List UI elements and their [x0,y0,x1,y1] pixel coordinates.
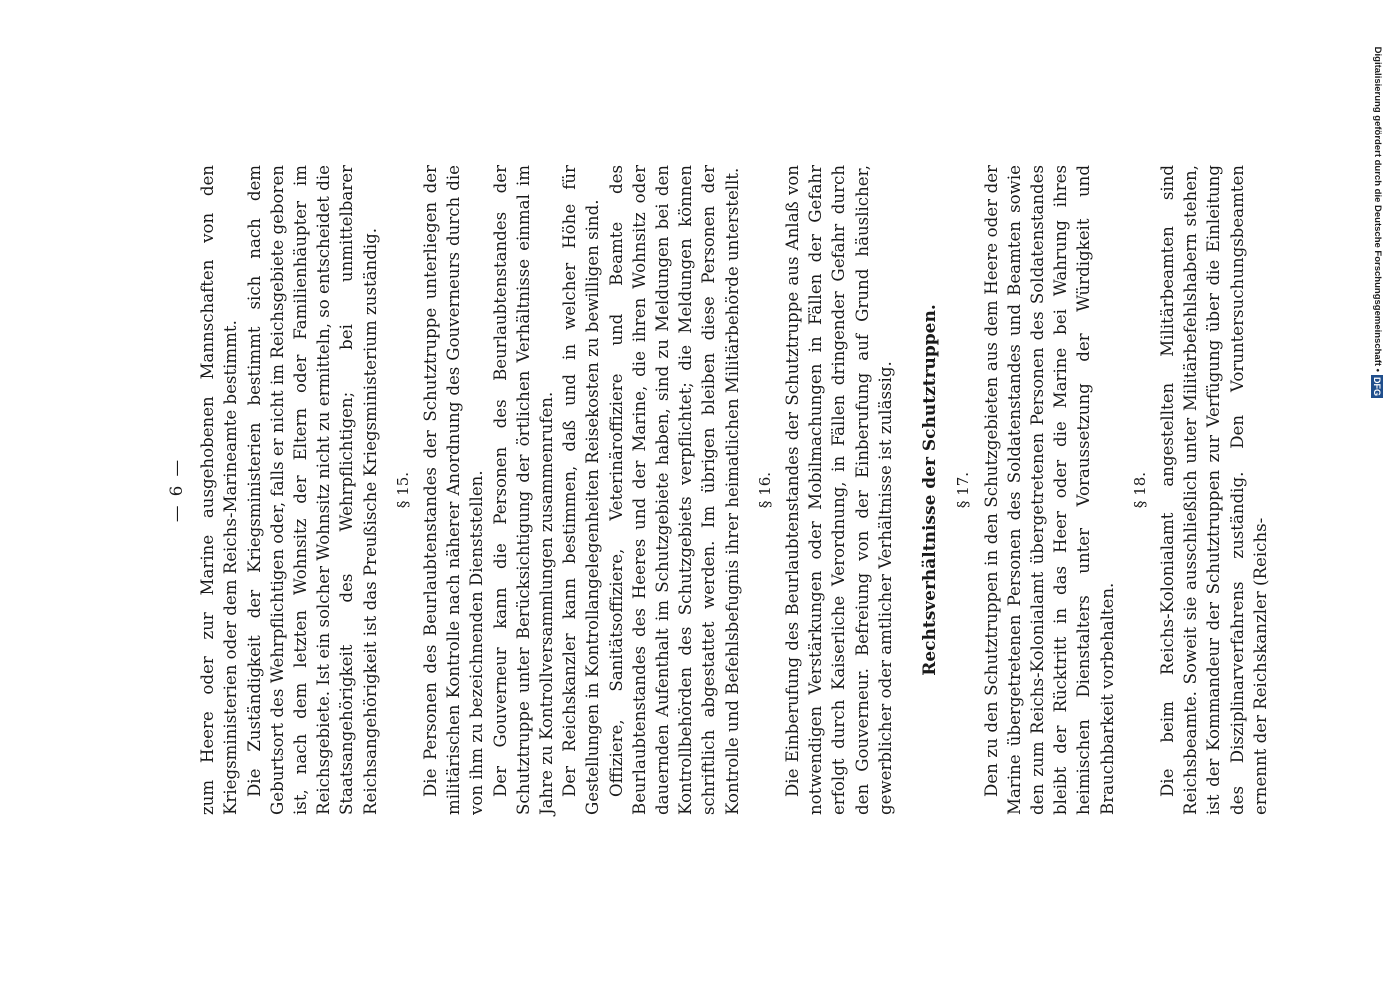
section-15-heading: § 15. [393,471,412,509]
paragraph-15d: Offiziere, Sanitätsoffiziere, Veterinäroffiziere und Beamte des Beurlaubtenstandes des Heeres und der Marine, die ihren Wohnsitz oder dauernden Aufenthalt im Schutzgebiete haben, sind zu Meldungen bei den Kontrollbehörden des Schutzgebiets verpflichtet; die Meldungen können schriftlich abgestattet werden. Im übrigen bleiben diese Personen der Kontrolle und Befehlsbefugnis ihrer heimatlichen Militärbehörde unterstellt. [606,165,742,815]
paragraph-17: Den zu den Schutztruppen in den Schutzgebieten aus dem Heere oder der Marine übergetretenen Personen des Soldatenstandes und Beamten sowie den zum Reichs-Kolonialamt übergetretenen Personen des Soldatenstandes bleibt der Rücktritt in das Heer oder die Marine bei Wahrung ihres heimischen Dienstalters unter Voraussetzung der Würdigkeit und Brauchbarkeit vorbehalten. [981,165,1117,815]
section-18-heading: § 18. [1130,471,1149,509]
paragraph-18: Die beim Reichs-Kolonialamt angestellten Militärbeamten sind Reichsbeamte. Soweit sie ausschließlich unter Militärbefehlshabern stehen, ist der Kommandeur der Schutztruppen zur Verfügung über die Einleitung des Disziplinarverfahrens zuständig. Den Voruntersuchungsbeamten ernennt der Reichskanzler (Reichs- [1157,165,1270,815]
page-number: — 6 — [167,457,186,523]
paragraph-intro: zum Heere oder zur Marine ausgehobenen Mannschaften von den Kriegsministerien oder dem Reichs-Marineamte bestimmt. [198,165,241,815]
paragraph-15b: Der Gouverneur kann die Personen des Beurlaubtenstandes der Schutztruppe unter Berücksichtigung der örtlichen Verhältnisse einmal im Jahre zu Kontrollversammlungen zusammenrufen. [490,165,557,815]
dfg-logo: DFG [1372,377,1382,396]
section-17-heading: § 17. [954,471,973,509]
paragraph-15c: Der Reichskanzler kann bestimmen, daß und in welcher Höhe für Gestellungen in Kontrollangelegenheiten Reisekosten zu bewilligen sind. [560,165,603,815]
text-block [165,165,1272,815]
paragraph-16: Die Einberufung des Beurlaubtenstandes der Schutztruppe aus Anlaß von notwendigen Verstärkungen oder Mobilmachungen in Fällen der Gefahr erfolgt durch Kaiserliche Verordnung, in Fällen dringender Gefahr durch den Gouverneur. Befreiung von der Einberufung auf Grund häuslicher, gewerblicher oder amtlicher Verhältnisse ist zulässig. [783,165,895,815]
digitization-credit [1366,8,1383,398]
chapter-heading: Rechtsverhältnisse der Schutztruppen. [920,304,941,676]
section-16-heading: § 16. [755,471,774,509]
paragraph-jurisdiction: Die Zuständigkeit der Kriegsministerien bestimmt sich nach dem Geburtsort des Wehrpflichtigen oder, falls er nicht im Reichsgebiete geboren ist, nach dem letzten Wohnsitz der Eltern oder Familienhäupter im Reichsgebiete. Ist ein solcher Wohnsitz nicht zu ermitteln, so entscheidet die Staatsangehörigkeit des Wehrpflichtigen; bei unmittelbarer Reichsangehörigkeit ist das Preußische Kriegsministerium zuständig. [244,165,380,815]
credit-text: Digitalisierung gefördert durch die Deutsche Forschungsgemeinschaft • [1372,46,1383,372]
paragraph-15a: Die Personen des Beurlaubtenstandes der Schutztruppe unterliegen der militärischen Kontrolle nach näherer Anordnung des Gouverneurs durch die von ihm zu bezeichnenden Dienststellen. [421,165,487,815]
